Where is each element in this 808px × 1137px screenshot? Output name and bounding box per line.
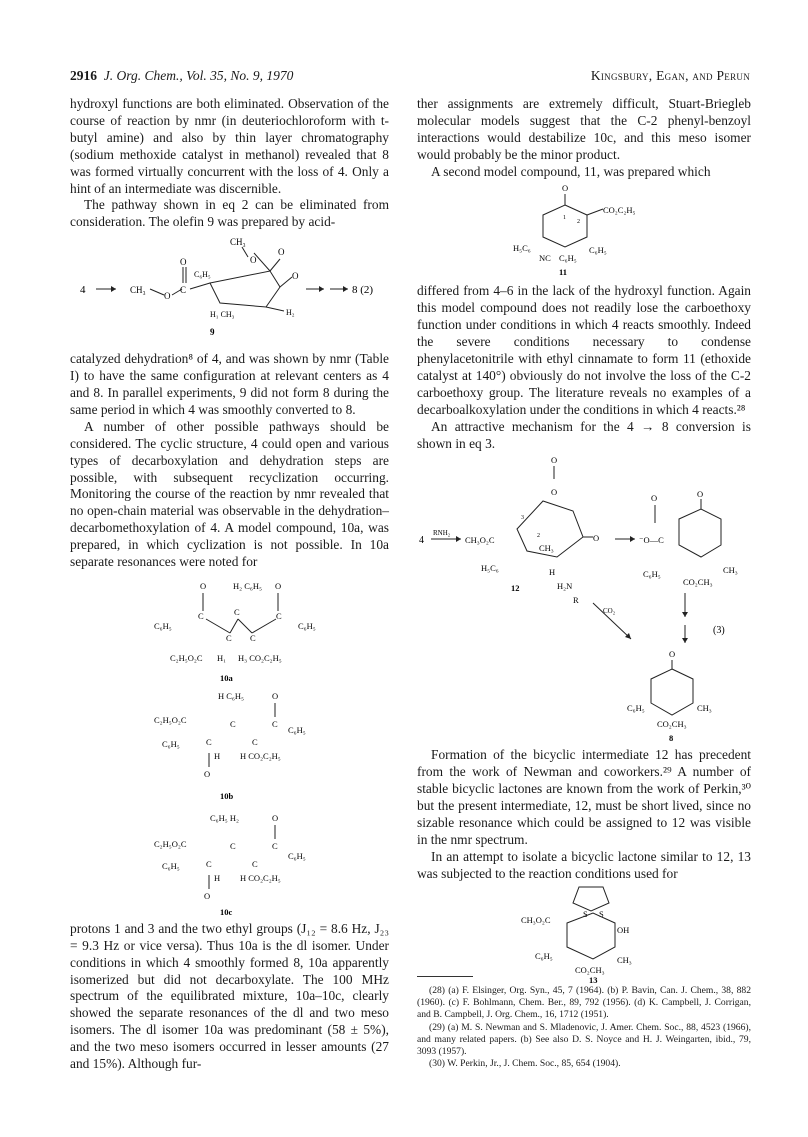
svg-text:H₅C₆: H₅C₆ bbox=[513, 242, 531, 253]
left-column bbox=[70, 96, 389, 1073]
compound-label-9: 9 bbox=[210, 327, 215, 338]
svg-text:C: C bbox=[230, 718, 236, 729]
svg-text:H₅C₆: H₅C₆ bbox=[481, 562, 499, 573]
paragraph: A second model compound, 11, was prepared which bbox=[431, 163, 711, 179]
svg-text:CO₂: CO₂ bbox=[603, 606, 616, 615]
svg-text:O: O bbox=[164, 291, 171, 302]
svg-text:C: C bbox=[252, 858, 258, 869]
svg-text:O: O bbox=[272, 812, 279, 823]
svg-text:2: 2 bbox=[577, 218, 580, 225]
svg-text:CO₂CH₃: CO₂CH₃ bbox=[657, 718, 687, 729]
footnote-rule bbox=[417, 976, 473, 977]
compound-label-12: 12 bbox=[511, 582, 520, 593]
paragraph: protons 1 and 3 and the two ethyl groups (J₁₂ = 8.6 Hz, J₂₃ = 9.3 Hz or vice versa). Thus 10a is the dl isomer. Under conditions in which 4 smoothly formed 8, 10a apparently isomerized but did not decarboxylate. The 100 MHz spectrum of the equilibrated mixture, 10a–10c, clearly showed the separate resonances of the dl and two meso isomers. The dl isomer 10a was predominant (58 ± 5%), and the two meso isomers occurred in lesser amounts (27 and 15%). Although fur- bbox=[70, 920, 389, 1072]
svg-text:H CO₂C₂H₅: H CO₂C₂H₅ bbox=[240, 750, 281, 761]
svg-text:O: O bbox=[278, 247, 285, 258]
svg-text:CH₃: CH₃ bbox=[539, 542, 554, 553]
svg-text:CH₃O₂C: CH₃O₂C bbox=[521, 914, 551, 925]
svg-text:O: O bbox=[204, 890, 211, 901]
svg-text:O: O bbox=[272, 690, 279, 701]
svg-text:S: S bbox=[583, 908, 588, 919]
compound-label-10c: 10c bbox=[220, 906, 233, 916]
svg-text:H CO₂C₂H₅: H CO₂C₂H₅ bbox=[240, 872, 281, 883]
svg-text:H: H bbox=[214, 750, 221, 761]
svg-text:C: C bbox=[276, 610, 282, 621]
svg-text:C: C bbox=[272, 840, 278, 851]
paragraph: differed from 4–6 in the lack of the hydroxyl function. Again this model compound does not readily lose the carboethoxy function under conditions in which 4 reacts smoothly. Indeed the severe conditions necessary to condense phenylacetonitrile with ethyl cinnamate to form 11 (ethoxide catalyst at 140°) obviously do not involve the loss of the C-2 carboethoxy group. The literature reveals no examples of a decarboalkoxylation under the conditions in which 4 reacts.²⁸ bbox=[417, 283, 751, 417]
svg-text:3: 3 bbox=[521, 514, 524, 521]
compound-label-10b: 10b bbox=[220, 790, 234, 801]
equation-2-scheme bbox=[70, 231, 389, 346]
svg-text:C₆H₅: C₆H₅ bbox=[627, 702, 645, 713]
reference-item: (28) (a) F. Elsinger, Org. Syn., 45, 7 (1964). (b) P. Bavin, Can. J. Chem., 38, 882 (1960). (c) F. Bohlmann, Chem. Ber., 89, 792 (1956). (d) K. Campbell, J. Corrigan, and B. Campbell, J. Org. Chem., 16, 1712 (1951). bbox=[417, 985, 751, 1021]
references bbox=[417, 985, 751, 1070]
svg-text:C: C bbox=[206, 858, 212, 869]
svg-text:O: O bbox=[697, 488, 704, 499]
svg-text:H C₆H₅: H C₆H₅ bbox=[218, 690, 244, 701]
svg-text:OH: OH bbox=[617, 924, 630, 935]
svg-text:CO₂CH₃: CO₂CH₃ bbox=[683, 576, 713, 587]
svg-text:CH₃: CH₃ bbox=[230, 237, 246, 248]
compound-label-10a: 10a bbox=[220, 672, 233, 683]
paragraph: In an attempt to isolate a bicyclic lactone similar to 12, 13 was subjected to the reaction conditions used for bbox=[417, 848, 751, 881]
structure-11 bbox=[417, 181, 751, 279]
svg-text:H₁: H₁ bbox=[217, 652, 227, 663]
paragraph: A number of other possible pathways should be considered. The cyclic structure, 4 could open and various types of decarboxylation and dehydration steps are possible, with subsequent recyclization occurring. Monitoring the course of the reaction by nmr revealed that no open-chain material was observable in the dehydration–decarbomethoxylation of 4. A model compound, 10a, was prepared, in which cyclization is not possible. In 10a separate resonances were noted for bbox=[70, 418, 389, 570]
svg-text:CH₃O₂C: CH₃O₂C bbox=[465, 534, 495, 545]
paragraph: catalyzed dehydration⁸ of 4, and was shown by nmr (Table I) to have the same configuration at relevant centers as 4 and 8. In parallel experiments, 9 did not form 8 during the same period in which 4 was smoothly converted to 8. bbox=[70, 351, 389, 417]
svg-text:1: 1 bbox=[563, 214, 566, 221]
structures-10a-10c bbox=[70, 571, 389, 916]
svg-text:O: O bbox=[562, 182, 569, 193]
svg-text:O: O bbox=[180, 257, 187, 268]
svg-text:CO₂CH₃: CO₂CH₃ bbox=[575, 964, 605, 975]
equation-3-scheme bbox=[417, 453, 751, 743]
svg-text:H: H bbox=[549, 566, 556, 577]
structure-13 bbox=[417, 883, 751, 983]
svg-text:C₆H₅: C₆H₅ bbox=[194, 270, 211, 280]
svg-text:CH₃: CH₃ bbox=[617, 954, 632, 965]
svg-text:C₆H₅: C₆H₅ bbox=[589, 244, 607, 255]
svg-text:CO₂C₂H₅: CO₂C₂H₅ bbox=[603, 204, 636, 215]
reference-item: (29) (a) M. S. Newman and S. Mladenovic, J. Amer. Chem. Soc., 88, 4523 (1966), and many related papers. (b) See also D. S. Noyce and H. J. Weingarten, ibid., 79, 3093 (1957). bbox=[417, 1021, 751, 1058]
svg-text:C: C bbox=[272, 718, 278, 729]
svg-text:C: C bbox=[180, 285, 187, 296]
svg-text:NC: NC bbox=[539, 252, 551, 263]
svg-text:H₃ CO₂C₂H₅: H₃ CO₂C₂H₅ bbox=[238, 652, 282, 663]
svg-text:O: O bbox=[292, 271, 299, 282]
svg-text:C₂H₅O₂C: C₂H₅O₂C bbox=[170, 652, 203, 663]
svg-text:O: O bbox=[275, 580, 282, 591]
svg-text:RNH₂: RNH₂ bbox=[433, 528, 451, 537]
compound-label-11: 11 bbox=[559, 266, 568, 277]
paragraph: ther assignments are extremely difficult, Stuart-Briegleb molecular models suggest that the C-2 phenyl-benzoyl interactions would destabilize 10c, and this meso isomer would probably be the minor product. bbox=[417, 96, 751, 162]
svg-text:H₂N: H₂N bbox=[557, 580, 573, 591]
paragraph: Formation of the bicyclic intermediate 12 has precedent from the work of Newman and coworkers.²⁹ A number of stable bicyclic lactones are known from the work of Perkin,³⁰ but the present intermediate, 12, must be short lived, since no sizable resonance which could be assigned to 12 was visible in the nmr spectrum. bbox=[417, 747, 751, 847]
svg-text:C₆H₅: C₆H₅ bbox=[643, 568, 661, 579]
svg-text:2: 2 bbox=[537, 532, 540, 539]
paragraph: hydroxyl functions are both eliminated. Observation of the course of reaction by nmr (in deuteriochloroform with t-butyl amine) and also by thin layer chromatography (sodium methoxide catalyst in methanol) revealed that 8 was formed virtually concurrent with the loss of 4. Only a hint of an intermediate was discernible. bbox=[70, 96, 389, 196]
svg-text:H: H bbox=[214, 872, 221, 883]
svg-text:CH₃: CH₃ bbox=[130, 285, 146, 296]
svg-text:C₆H₅ H₂: C₆H₅ H₂ bbox=[210, 812, 239, 823]
right-column bbox=[417, 96, 751, 988]
svg-text:4: 4 bbox=[419, 534, 424, 546]
svg-text:C₆H₅: C₆H₅ bbox=[559, 252, 577, 263]
svg-text:H₂ C₆H₅: H₂ C₆H₅ bbox=[233, 580, 262, 591]
svg-text:C: C bbox=[234, 606, 240, 617]
svg-text:S: S bbox=[599, 908, 604, 919]
svg-text:4: 4 bbox=[80, 284, 86, 297]
svg-text:C: C bbox=[230, 840, 236, 851]
svg-text:H₁ CH₃: H₁ CH₃ bbox=[210, 310, 235, 320]
equation-label: 8 (2) bbox=[352, 284, 374, 297]
svg-text:C: C bbox=[206, 736, 212, 747]
page-number: 2916 bbox=[70, 68, 97, 83]
page-header bbox=[70, 68, 750, 90]
svg-text:O: O bbox=[250, 255, 257, 266]
svg-text:O: O bbox=[651, 492, 658, 503]
svg-text:C₂H₅O₂C: C₂H₅O₂C bbox=[154, 838, 187, 849]
svg-text:C₆H₅: C₆H₅ bbox=[535, 950, 553, 961]
svg-text:CH₃: CH₃ bbox=[723, 564, 738, 575]
equation-label: (3) bbox=[713, 624, 725, 636]
svg-text:C₆H₅: C₆H₅ bbox=[298, 620, 316, 631]
compound-label-13: 13 bbox=[589, 974, 598, 983]
svg-text:C: C bbox=[252, 736, 258, 747]
svg-text:CH₃: CH₃ bbox=[697, 702, 712, 713]
svg-text:C₆H₅: C₆H₅ bbox=[154, 620, 172, 631]
svg-text:O: O bbox=[200, 580, 207, 591]
svg-text:O: O bbox=[551, 454, 558, 465]
svg-text:C: C bbox=[226, 632, 232, 643]
svg-text:C₆H₅: C₆H₅ bbox=[288, 724, 306, 735]
reference-item: (30) W. Perkin, Jr., J. Chem. Soc., 85, 654 (1904). bbox=[429, 1058, 621, 1070]
svg-text:C: C bbox=[198, 610, 204, 621]
svg-text:R: R bbox=[573, 594, 579, 605]
svg-text:C₆H₅: C₆H₅ bbox=[162, 860, 180, 871]
svg-text:⁻O—C: ⁻O—C bbox=[639, 534, 664, 545]
svg-text:O: O bbox=[204, 768, 211, 779]
svg-text:C: C bbox=[250, 632, 256, 643]
compound-label-8: 8 bbox=[669, 732, 674, 743]
journal-citation: J. Org. Chem., Vol. 35, No. 9, 1970 bbox=[103, 68, 294, 83]
svg-text:H₂: H₂ bbox=[286, 308, 295, 318]
svg-text:O: O bbox=[551, 486, 558, 497]
svg-text:O: O bbox=[669, 648, 676, 659]
paragraph: An attractive mechanism for the 4 → 8 conversion is shown in eq 3. bbox=[417, 418, 751, 451]
svg-text:O: O bbox=[593, 532, 600, 543]
svg-text:C₆H₅: C₆H₅ bbox=[162, 738, 180, 749]
authors: Kingsbury, Egan, and Perun bbox=[590, 68, 750, 83]
svg-text:C₆H₅: C₆H₅ bbox=[288, 850, 306, 861]
paragraph: The pathway shown in eq 2 can be eliminated from consideration. The olefin 9 was prepared by acid- bbox=[70, 197, 389, 230]
svg-text:C₂H₅O₂C: C₂H₅O₂C bbox=[154, 714, 187, 725]
